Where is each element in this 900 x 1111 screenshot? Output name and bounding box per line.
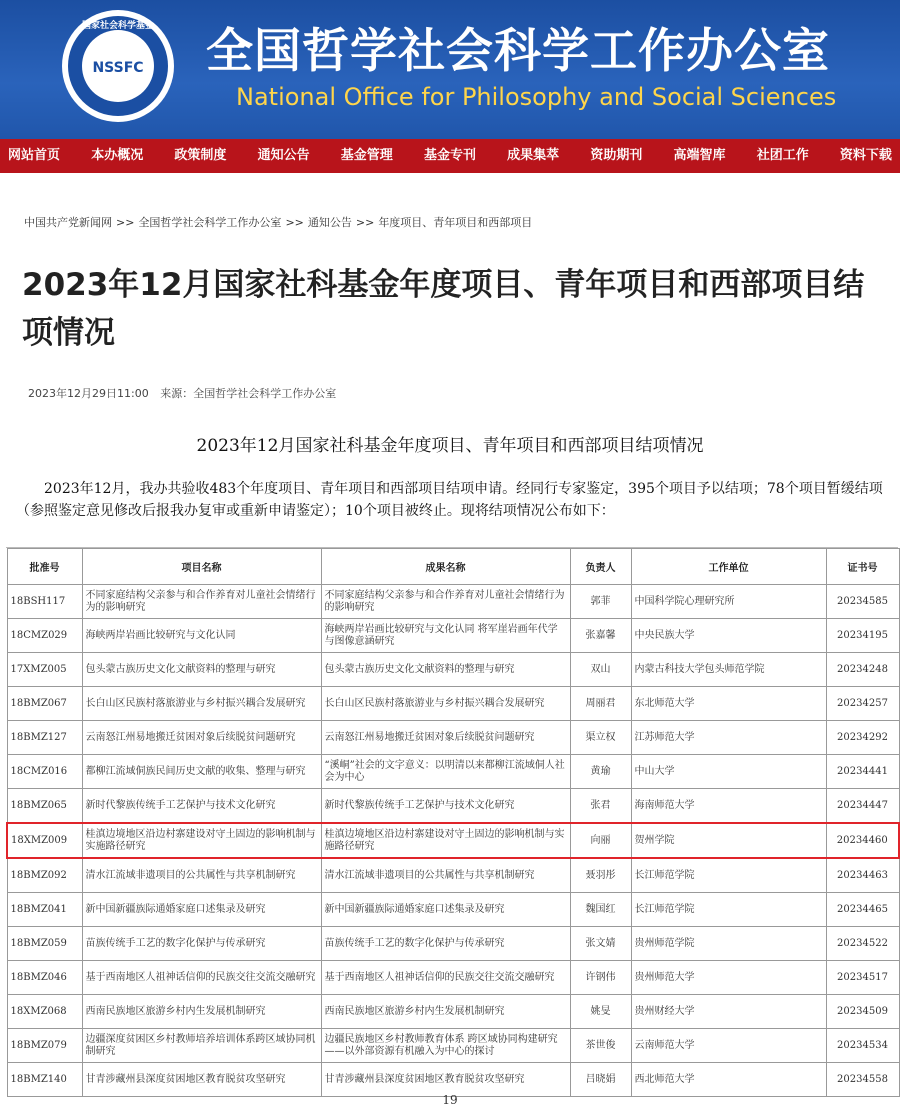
table-header-cell: 成果名称: [321, 549, 570, 585]
table-cell: 20234534: [826, 1029, 899, 1063]
site-title-en: National Office for Philosophy and Social Sciences: [236, 83, 837, 111]
breadcrumb-separator: >>: [355, 216, 375, 229]
nav-item[interactable]: 高端智库: [673, 148, 726, 163]
table-cell: 边疆民族地区乡村教师教育体系 跨区域协同构建研究——以外部资源有机融入为中心的探讨: [321, 1029, 570, 1063]
nav-item[interactable]: 成果集萃: [507, 148, 560, 163]
table-cell: 周丽君: [570, 687, 631, 721]
table-cell: 东北师范大学: [631, 687, 826, 721]
table-cell: 桂滇边境地区沿边村寨建设对守土固边的影响机制与实施路径研究: [82, 823, 321, 858]
table-cell: 茶世俊: [570, 1029, 631, 1063]
table-cell: 20234460: [826, 823, 899, 858]
table-cell: 苗族传统手工艺的数字化保护与传承研究: [82, 927, 321, 961]
table-row: [7, 823, 899, 858]
table-cell: 西南民族地区旅游乡村内生发展机制研究: [82, 995, 321, 1029]
page-number: 19: [442, 1093, 458, 1107]
table-cell: 18BMZ046: [7, 961, 82, 995]
table-cell: 张嘉馨: [570, 619, 631, 653]
table-cell: 姚旻: [570, 995, 631, 1029]
table-cell: 长白山区民族村落旅游业与乡村振兴耦合发展研究: [82, 687, 321, 721]
nssfc-logo: [62, 10, 174, 122]
breadcrumb-link[interactable]: 全国哲学社会科学工作办公室: [138, 216, 282, 229]
nav-item[interactable]: 资助期刊: [590, 148, 643, 163]
table-cell: 20234465: [826, 893, 899, 927]
breadcrumb: [24, 214, 532, 230]
table-cell: 基于西南地区人祖神话信仰的民族交往交流交融研究: [82, 961, 321, 995]
table-cell: 海南师范大学: [631, 789, 826, 824]
main-nav: [0, 139, 900, 173]
table-cell: 甘青涉藏州县深度贫困地区教育脱贫攻坚研究: [82, 1063, 321, 1097]
table-cell: 18BMZ079: [7, 1029, 82, 1063]
table-cell: 都柳江流域侗族民间历史文献的收集、整理与研究: [82, 755, 321, 789]
nav-item[interactable]: 本办概况: [91, 148, 144, 163]
logo-arc-text: 国家社会科学基金: [81, 21, 154, 31]
intro-paragraph: 2023年12月，我办共验收483个年度项目、青年项目和西部项目结项申请。经同行专家鉴定，395个项目予以结项；78个项目暂缓结项（参照鉴定意见修改后报我办复审或重新申请鉴定）；10个项目被终止。现将结项情况公布如下：: [16, 481, 883, 519]
table-cell: 18BMZ092: [7, 858, 82, 893]
table-cell: 包头蒙古族历史文化文献资料的整理与研究: [82, 653, 321, 687]
table-cell: 新中国新疆族际通婚家庭口述集录及研究: [82, 893, 321, 927]
table-row: [7, 687, 899, 721]
table-header-cell: 工作单位: [631, 549, 826, 585]
breadcrumb-link[interactable]: 中国共产党新闻网: [24, 216, 112, 229]
table-cell: 内蒙古科技大学包头师范学院: [631, 653, 826, 687]
table-cell: 20234441: [826, 755, 899, 789]
table-row: [7, 653, 899, 687]
table-row: [7, 1063, 899, 1097]
table-cell: 江苏师范大学: [631, 721, 826, 755]
table-cell: 贵州师范大学: [631, 961, 826, 995]
table-row: [7, 721, 899, 755]
table-cell: 20234517: [826, 961, 899, 995]
table-cell: 20234257: [826, 687, 899, 721]
logo-text: NSSFC: [92, 60, 144, 76]
table-header-cell: 负责人: [570, 549, 631, 585]
table-cell: 中国科学院心理研究所: [631, 585, 826, 619]
nav-item[interactable]: 政策制度: [174, 148, 227, 163]
table-row: [7, 585, 899, 619]
table-cell: 不同家庭结构父亲参与和合作养育对儿童社会情绪行为的影响研究: [321, 585, 570, 619]
table-cell: 西南民族地区旅游乡村内生发展机制研究: [321, 995, 570, 1029]
nav-item[interactable]: 通知公告: [257, 148, 310, 163]
table-header-cell: 证书号: [826, 549, 899, 585]
results-table-wrapper: [6, 547, 898, 1097]
table-cell: 18CMZ016: [7, 755, 82, 789]
table-header-cell: 项目名称: [82, 549, 321, 585]
table-row: [7, 961, 899, 995]
table-cell: 18BMZ065: [7, 789, 82, 824]
table-cell: 云南师范大学: [631, 1029, 826, 1063]
table-row: [7, 789, 899, 824]
table-cell: 20234522: [826, 927, 899, 961]
table-cell: “溪峒”社会的文字意义：以明清以来都柳江流域侗人社会为中心: [321, 755, 570, 789]
table-row: [7, 927, 899, 961]
table-cell: 20234248: [826, 653, 899, 687]
table-cell: 清水江流域非遗项目的公共属性与共享机制研究: [321, 858, 570, 893]
table-body: [7, 585, 899, 1097]
table-cell: 20234585: [826, 585, 899, 619]
table-cell: 18BMZ140: [7, 1063, 82, 1097]
table-cell: 吕晓娟: [570, 1063, 631, 1097]
article-meta: [28, 385, 336, 401]
table-cell: 云南怒江州易地搬迁贫困对象后续脱贫问题研究: [321, 721, 570, 755]
table-cell: 苗族传统手工艺的数字化保护与传承研究: [321, 927, 570, 961]
table-cell: 桂滇边境地区沿边村寨建设对守土固边的影响机制与实施路径研究: [321, 823, 570, 858]
table-row: [7, 858, 899, 893]
table-cell: 18BMZ127: [7, 721, 82, 755]
table-cell: 张文婧: [570, 927, 631, 961]
table-cell: 长江师范学院: [631, 858, 826, 893]
table-cell: 长白山区民族村落旅游业与乡村振兴耦合发展研究: [321, 687, 570, 721]
table-cell: 20234292: [826, 721, 899, 755]
table-cell: 贵州师范学院: [631, 927, 826, 961]
table-cell: 海峡两岸岩画比较研究与文化认同 将军崖岩画年代学与图像意涵研究: [321, 619, 570, 653]
nav-item[interactable]: 网站首页: [8, 148, 61, 163]
table-row: [7, 755, 899, 789]
table-cell: 双山: [570, 653, 631, 687]
table-cell: 长江师范学院: [631, 893, 826, 927]
table-cell: 18BSH117: [7, 585, 82, 619]
table-row: [7, 619, 899, 653]
table-cell: 18BMZ067: [7, 687, 82, 721]
table-cell: 聂羽彤: [570, 858, 631, 893]
article-source: 来源：全国哲学社会科学工作办公室: [160, 387, 337, 400]
publish-date: 2023年12月29日11:00: [28, 387, 149, 400]
table-cell: 20234558: [826, 1063, 899, 1097]
nav-item[interactable]: 基金专刊: [423, 148, 476, 163]
page-title: 2023年12月国家社科基金年度项目、青年项目和西部项目结项情况: [22, 267, 865, 351]
table-cell: 18XMZ009: [7, 823, 82, 858]
table-cell: 17XMZ005: [7, 653, 82, 687]
nav-item[interactable]: 资料下载: [839, 148, 892, 163]
table-header-cell: 批准号: [7, 549, 82, 585]
table-row: [7, 893, 899, 927]
table-cell: 中央民族大学: [631, 619, 826, 653]
table-cell: 魏国红: [570, 893, 631, 927]
table-cell: 向丽: [570, 823, 631, 858]
table-cell: 郭菲: [570, 585, 631, 619]
table-cell: 渠立权: [570, 721, 631, 755]
table-cell: 许钢伟: [570, 961, 631, 995]
table-row: [7, 1029, 899, 1063]
breadcrumb-link[interactable]: 通知公告: [307, 216, 352, 229]
table-cell: 20234463: [826, 858, 899, 893]
site-title-cn: 全国哲学社会科学工作办公室: [206, 24, 830, 79]
breadcrumb-link[interactable]: 年度项目、青年项目和西部项目: [378, 216, 533, 229]
table-cell: 贺州学院: [631, 823, 826, 858]
table-cell: 西北师范大学: [631, 1063, 826, 1097]
table-cell: 新时代黎族传统手工艺保护与技术文化研究: [82, 789, 321, 824]
table-cell: 张君: [570, 789, 631, 824]
nav-item[interactable]: 社团工作: [756, 148, 809, 163]
table-cell: 18BMZ059: [7, 927, 82, 961]
table-cell: 中山大学: [631, 755, 826, 789]
nav-item[interactable]: 基金管理: [340, 148, 393, 163]
table-cell: 包头蒙古族历史文化文献资料的整理与研究: [321, 653, 570, 687]
table-header-row: [7, 549, 899, 585]
table-cell: 贵州财经大学: [631, 995, 826, 1029]
table-row: [7, 995, 899, 1029]
table-cell: 20234447: [826, 789, 899, 824]
table-cell: 不同家庭结构父亲参与和合作养育对儿童社会情绪行为的影响研究: [82, 585, 321, 619]
table-cell: 甘青涉藏州县深度贫困地区教育脱贫攻坚研究: [321, 1063, 570, 1097]
table-cell: 20234509: [826, 995, 899, 1029]
table-cell: 边疆深度贫困区乡村教师培养培训体系跨区域协同机制研究: [82, 1029, 321, 1063]
breadcrumb-separator: >>: [285, 216, 304, 229]
article-content: [0, 173, 900, 1111]
table-cell: 海峡两岸岩画比较研究与文化认同: [82, 619, 321, 653]
document-title: 2023年12月国家社科基金年度项目、青年项目和西部项目结项情况: [196, 436, 704, 456]
table-cell: 18CMZ029: [7, 619, 82, 653]
table-cell: 20234195: [826, 619, 899, 653]
table-cell: 新中国新疆族际通婚家庭口述集录及研究: [321, 893, 570, 927]
table-cell: 清水江流域非遗项目的公共属性与共享机制研究: [82, 858, 321, 893]
table-cell: 基于西南地区人祖神话信仰的民族交往交流交融研究: [321, 961, 570, 995]
table-cell: 黄瑜: [570, 755, 631, 789]
table-cell: 云南怒江州易地搬迁贫困对象后续脱贫问题研究: [82, 721, 321, 755]
breadcrumb-separator: >>: [116, 216, 135, 229]
site-banner: [0, 0, 900, 139]
results-table: [6, 548, 900, 1097]
table-cell: 18BMZ041: [7, 893, 82, 927]
table-cell: 18XMZ068: [7, 995, 82, 1029]
table-cell: 新时代黎族传统手工艺保护与技术文化研究: [321, 789, 570, 824]
